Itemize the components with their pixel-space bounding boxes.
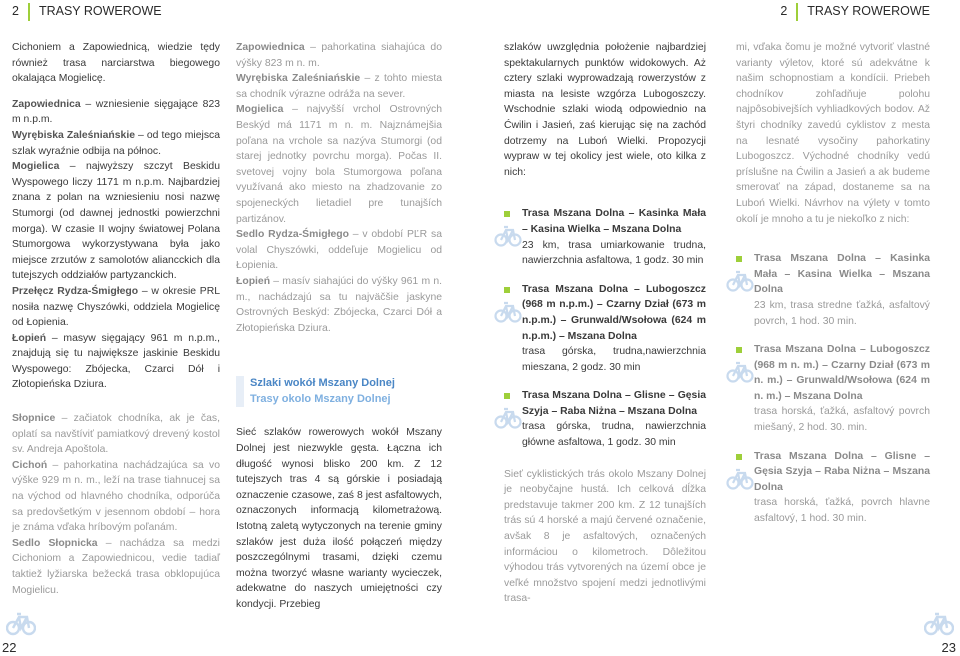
bicycle-icon (726, 465, 754, 491)
bicycle-icon (494, 298, 522, 324)
header-divider (796, 3, 798, 21)
bullet-square (504, 393, 510, 399)
route-description: 23 km, trasa stredne ťažká, asfaltový povrch, 1 hod. 30 min. (754, 299, 930, 327)
column-2 (236, 40, 442, 623)
page-number-right: 23 (941, 640, 956, 656)
paragraph: Słopnice – začiatok chodníka, ak je čas, oplatí sa navštíviť pamiatkový drevený kostol sv. Andreja Apoštola. (12, 413, 220, 456)
header-left (12, 0, 162, 24)
header-title: TRASY ROWEROWE (38, 4, 162, 19)
paragraph: szlaków uwzględnia położenie najbardziej spektakularnych punktów widokowych. Aż cztery szlaki wyprowadzają rowerzystów z miasta na lesiste wzgórza Lubogoszczy. Wschodnie szlaki wiodą odpowiednio na Ćwilin i Jasień, zaś kierując się na zachód dotrzemy na Luboń Wielki. Propozycji wypraw w tej okolicy jest wiele, oto kilka z nich: (504, 42, 706, 178)
bicycle-icon (924, 610, 954, 636)
route-item (736, 342, 930, 436)
route-name: Trasa Mszana Dolna – Glisne – Gęsia Szyja – Raba Niżna – Mszana Dolna (754, 450, 930, 493)
route-name: Trasa Mszana Dolna – Lubogoszcz (968 m n.p.m.) – Czarny Dział (673 m n.p.m.) – Grunwald/Wsołowa (624 m n.p.m.) – Mszana Dolna (522, 283, 706, 342)
route-name: Trasa Mszana Dolna – Glisne – Gęsia Szyja – Raba Niżna – Mszana Dolna (522, 390, 706, 417)
route-item (504, 282, 706, 376)
paragraph: Wyrębiska Zaleśniańskie – od tego miejsca szlak wyraźnie odbija na północ. (12, 129, 220, 157)
paragraph: Sedlo Rydza-Śmigłego – v období PĽR sa volal Chyszówki, oddeľuje Mogielicu od Łopienia. (236, 229, 442, 272)
bullet-square (736, 454, 742, 460)
route-name: Trasa Mszana Dolna – Lubogoszcz (968 m n. m.) – Czarny Dział (673 m n. m.) – Grunwald/Wsołowa (624 m n. m.) – Mszana Dolna (754, 344, 930, 402)
paragraph: Sieť cyklistických trás okolo Mszany Dolnej je neobyčajne hustá. Ich celková dĺžka predstavuje takmer 200 km. Z 12 tunajších trás sú 4 horské a majú červené označenie, avšak 8 je asfaltových, označených informáciou o kilometroch. Dôležitou výhodou trás vytvorených na území obce je veľké množstvo spojení medzi jednotlivými trasa- (504, 468, 706, 605)
bullet-square (504, 287, 510, 293)
bullet-square (736, 347, 742, 353)
route-item (736, 251, 930, 329)
header-page-number: 2 (780, 4, 788, 19)
route-description: 23 km, trasa umiarkowanie trudna, nawierzchnia asfaltowa, 1 godz. 30 min (522, 239, 706, 267)
route-item (504, 206, 706, 268)
paragraph: Mogielica – najwyższy szczyt Beskidu Wyspowego liczy 1171 m n.p.m. Najbardziej znana z polan na wzniesieniu nosi nazwę Stumorgi (od dawnej jednostki powierzchni morga). W czasie II wojny światowej Polana Stumorgowa wykorzystywana była jako miejsce zrzutów z samolotów aliancckich dla tutejszych oddziałów partyzanckich. (12, 161, 220, 282)
paragraph: Łopień – masyw sięgający 961 m n.p.m., znajdują się tu największe jaskinie Beskidu Wyspowego: Zbójecka, Czarci Dół i Złotopieńska Dziura. (12, 332, 220, 391)
bicycle-icon (494, 222, 522, 248)
route-item (736, 449, 930, 527)
bicycle-icon (726, 358, 754, 384)
header-page-number: 2 (12, 4, 19, 19)
paragraph: Wyrębiska Zaleśniańskie – z tohto miesta sa chodník výrazne odráža na sever. (236, 73, 442, 100)
bullet-square (504, 211, 510, 217)
bicycle-icon (6, 610, 36, 636)
column-1 (12, 40, 220, 598)
paragraph: Zapowiednica – pahorkatina siahajúca do výšky 823 m n. m. (236, 42, 442, 69)
section-heading: Szlaki wokół Mszany Dolnej (250, 377, 395, 390)
paragraph: Sedlo Słopnicka – nachádza sa medzi Cichoniom a Zapowiednicou, vedie tadiaľ taktiež lyžiarska bežecká trasa obklopujúca Mogielicu. (12, 537, 220, 596)
section-subheading: Trasy okolo Mszany Dolnej (250, 392, 391, 405)
route-item (504, 388, 706, 450)
paragraph: Łopień – masív siahajúci do výšky 961 m n. m., nachádzajú sa tu najväčšie jaskyne Ostrovných Beskýd: Zbójecka, Czarci Dół a Złotopieńska Dziura. (236, 275, 442, 334)
route-description: trasa górska, trudna,nawierzchnia mieszana, 2 godz. 30 min (522, 346, 706, 373)
route-name: Trasa Mszana Dolna – Kasinka Mała – Kasina Wielka – Mszana Dolna (522, 208, 706, 235)
header-right (780, 0, 930, 24)
paragraph: Zapowiednica – wzniesienie sięgające 823 m n.p.m. (12, 98, 220, 126)
page-number-left: 22 (2, 640, 17, 656)
header-divider (28, 3, 30, 21)
column-3 (504, 40, 706, 617)
bullet-square (736, 256, 742, 262)
paragraph: Cichoniem a Zapowiednicą, wiedzie tędy również trasa narciarstwa biegowego okalająca Mogielicę. (12, 42, 220, 85)
route-description: trasa górska, trudna, nawierzchnia główne asfaltowa, 1 godz. 30 min (522, 421, 706, 449)
paragraph: Cichoń – pahorkatina nachádzajúca sa vo výške 929 m n. m., leží na trase tiahnucej sa na východ od hlavného chodníka, odporúča sa predovšetkým v jesennom období – hora je známa vďaka hríbovým poľanám. (12, 459, 220, 534)
route-description: trasa horská, ťažká, povrch hlavne asfaltový, 1 hod. 30 min. (754, 497, 930, 525)
section-heading-box (236, 376, 442, 407)
bicycle-icon (494, 404, 522, 430)
column-4 (736, 40, 930, 540)
route-name: Trasa Mszana Dolna – Kasinka Mała – Kasina Wielka – Mszana Dolna (754, 253, 930, 296)
bicycle-icon (726, 267, 754, 293)
route-description: trasa horská, ťažká, asfaltový povrch miešaný, 2 hod. 30. min. (754, 406, 930, 434)
paragraph: Sieć szlaków rowerowych wokół Mszany Dolnej jest niezwykle gęsta. Łączna ich długość wynosi blisko 200 km. Z 12 tutejszych tras 4 są górskie i posiadają oznaczenie czasowe, zaś 8 jest asfaltowych, oznaczonych informacją kilometrażową. Istotną zaletą wytyczonych na terenie gminy szlaków jest duża ilość połączeń między poszczególnymi trasami, dzięki czemu można tworzyć własne warianty wycieczek, adekwatne do naszych umiejętności czy kondycji. Przebieg (236, 427, 442, 610)
paragraph: Mogielica – najvyšší vrchol Ostrovných Beskýd má 1171 m n. m. Najznámejšia poľana na vrchole sa nazýva Stumorgi (od starej jednotky povrchu morga). Počas II. svetovej vojny bola Stumorgowa poľana využívaná ako miesto na zhadzovanie zo spojeneckých lietadiel pre tunajších partizánov. (236, 104, 442, 225)
paragraph: Przełęcz Rydza-Śmigłego – w okresie PRL nosiła nazwę Chyszówki, oddziela Mogielicę od Łopienia. (12, 285, 220, 329)
header-title: TRASY ROWEROWE (807, 4, 930, 19)
paragraph: mi, vďaka čomu je možné vytvoriť vlastné varianty výletov, ktoré sú adekvátne k našim schopnostiam a kondícii. Priebeh chodníkov zohľadňuje polohu najpôsobivejších vyhliadkových bodov. Až štyri chodníky zavedú cyklistov z mesta na lesnaté vysočiny pahorkatiny Lubogoszcz. Východné chodníky vedú príslušne na Ćwilin a Jasień a ak budeme smerovať na západ, dostaneme sa na Luboń Wielki. Návrhov na výlety v tomto okolí je mnoho a tu je niekoľko z nich: (736, 42, 930, 225)
